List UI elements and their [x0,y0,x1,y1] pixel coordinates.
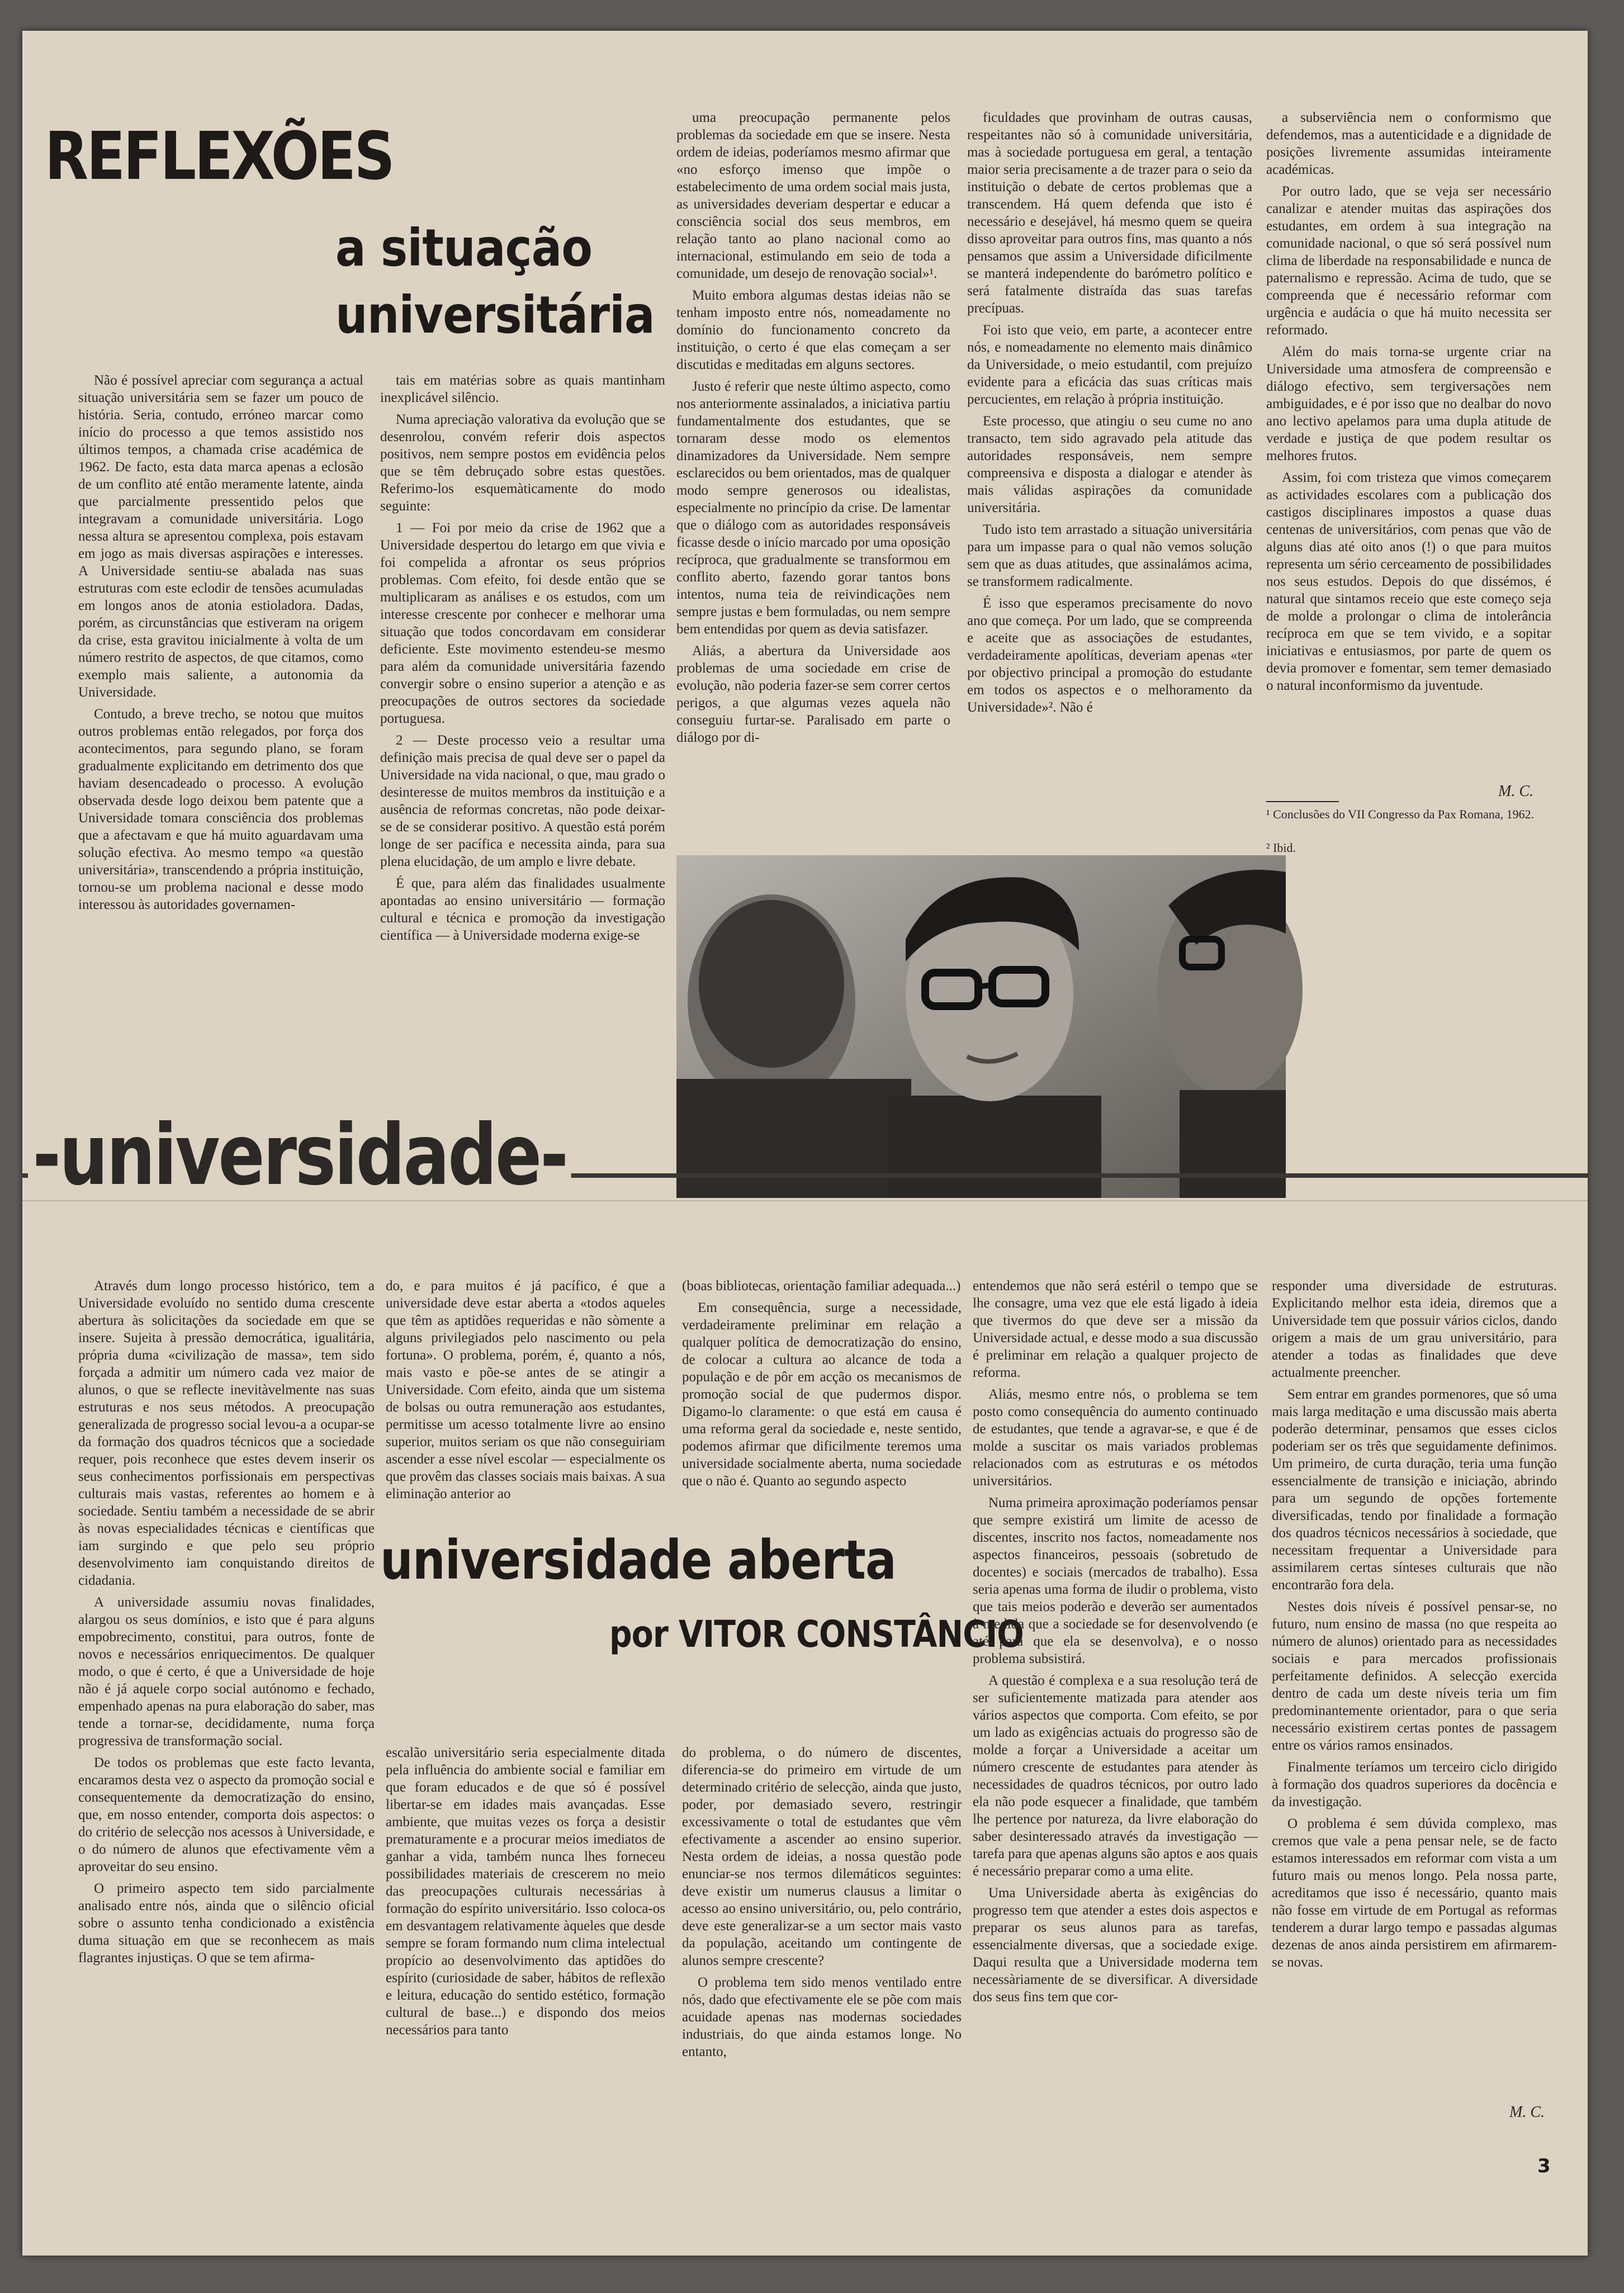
byline: por VITOR CONSTÂNCIO [609,1613,1024,1656]
paragraph: escalão universitário seria especialmente ditada pela influência do ambiente social e familiar em que foram educados e de que só é possível libertar-se em idades mais avançadas. Esse ambiente, que muitas vezes os força a desistir prematuramente e a procurar meios imediatos de ganhar a vida, também nunca lhes forneceu possibilidades materiais de crescerem no meio das preocupações culturais necessárias à formação do espírito universitário. Isso coloca-os em desvantagem relativamente àqueles que desde sempre se foram formando num clima intelectual propício ao desenvolvimento das aptidões do espírito (curiosidade de saber, hábitos de reflexão e leitura, educação do sentido estético, formação cultural de base...) e dispondo dos meios necessários para tanto [386,1745,665,2038]
paragraph: Muito embora algumas destas ideias não se tenham imposto entre nós, nomeadamente no domínio do funcionamento concreto da instituição, o certo é que elas começam a ser discutidas e meditadas em alguns sectores. [676,288,950,372]
paragraph: Sem entrar em grandes pormenores, que só uma mais larga meditação e uma discussão mais aberta poderão determinar, pensamos que esses ciclos poderiam ser os três que seguidamente definimos. Um primeiro, de curta duração, teria uma função essencialmente de transição e iniciação, abrindo para um segundo de opções fortemente diversificadas, tendo por finalidade a formação dos quadros técnicos necessários à sociedade, que necessitam frequentar a Universidade para assimilarem certas sínteses culturais que não encontrarão fora dela. [1272,1387,1557,1593]
paragraph: Em consequência, surge a necessidade, verdadeiramente preliminar em relação a qualquer política de democratização do ensino, de colocar a cultura ao alcance de toda a população e de pôr em acção os mecanismos de promoção social de que pudermos dispor. Digamo-lo claramente: o que está em causa é uma reforma geral da sociedade e, neste sentido, podemos afirmar que dificilmente teremos uma universidade socialmente aberta, numa sociedade que o não é. Quanto ao segundo aspecto [682,1300,962,1489]
top-column-2 [380,372,665,1070]
paragraph: Tudo isto tem arrastado a situação universitária para um impasse para o qual não vemos solução sem que as duas atitudes, que assinalámos acima, se transformem radicalmente. [967,522,1252,589]
top-signature: M. C. [1498,783,1533,800]
paragraph: A universidade assumiu novas finalidades, alargou os seus domínios, e isto que é para alguns empobrecimento, constitui, para outros, fonte de novos e necessários enriquecimentos. De qualquer modo, o que é certo, é que a Universidade de hoje não é já aquele corpo social autónomo e fechado, empenhado apenas na pura elaboração do saber, mas tende a tornar-se, decididamente, numa força progressiva de transformação social. [78,1595,375,1749]
newspaper-page [22,31,1588,2256]
bottom-column-5 [1272,1277,1557,2093]
article-title-line1: a situação [335,218,593,278]
kicker-title: REFLEXÕES [45,117,394,195]
top-column-1 [78,372,363,1070]
paragraph: Assim, foi com tristeza que vimos começarem as actividades escolares com a publicação dos castigos disciplinares impostos a quase duas centenas de universitários, com penas que vão de alguns dias até oito anos (!) o que para muitos representa um sério cerceamento de possibilidades nos seus estudos. Depois do que dissémos, é natural que sintamos receio que este começo seja de molde a prolongar o clima de intolerância recíproca em que se tem vivido, e a sopitar iniciativas e entusiasmos, por parte de quem os devia promover e fomentar, sem temer demasiado o natural inconformismo da juventude. [1266,470,1551,693]
paragraph: Aliás, mesmo entre nós, o problema se tem posto como consequência do aumento continuado de estudantes, que tende a agravar-se, e que é de molde a suscitar os mais variados problemas relacionados com as estruturas e os métodos universitários. [973,1387,1258,1489]
paragraph: a subserviência nem o conformismo que defendemos, mas a autenticidade e a dignidade de posições livremente assumidas inteiramente académicas. [1266,110,1551,177]
paragraph: Além do mais torna-se urgente criar na Universidade uma atmosfera de compreensão e diálogo efectivo, sem tergiversações nem ambiguidades, e é por isso que no dealbar do novo ano lectivo apelamos para uma dupla atitude de verdade e justiça de que podem resultar os melhores frutos. [1266,344,1551,463]
paragraph: Não é possível apreciar com segurança a actual situação universitária sem se fazer um pouco de história. Seria, contudo, erróneo marcar como início do processo a que temos assistido nos últimos tempos, a chamada crise académica de 1962. De facto, esta data marca apenas a eclosão de um conflito até então meramente latente, ainda que parcialmente pressentido pelos que integravam a comunidade universitária. Logo nessa altura se apresentou complexa, pois estavam em jogo as mais diversas aspirações e interesses. A Universidade sentiu-se abalada nas suas estruturas com este eclodir de tensões acumuladas em longos anos de atonia estioladora. Dadas, porém, as circunstâncias que estiveram na origem da crise, esta gravitou inicialmente à volta de um número restrito de aspectos, de que citamos, como exemplo mais saliente, a autonomia da Universidade. [78,373,363,700]
bottom-column-3b [682,1744,962,2230]
top-column-3 [676,109,950,850]
paragraph: ficuldades que provinham de outras causas, respeitantes não só à comunidade universitária, mas à sociedade portuguesa em geral, a tentação maior seria precisamente a de trazer para o seio da instituição o debate de certos problemas que a transcendem. Há quem defenda que isto é necessário e desejável, há mesmo quem se queira disso aproveitar para outros fins, mas quanto a nós pensamos que assim a Universidade dificilmente se manterá independente do barómetro político e será fatalmente distraída das suas tarefas precípuas. [967,110,1252,316]
paragraph: Finalmente teríamos um terceiro ciclo dirigido à formação dos quadros superiores da docência e da investigação. [1272,1760,1557,1809]
page-number: 3 [1537,2155,1551,2177]
section-banner: -universidade- [28,1107,571,1204]
paragraph: Numa apreciação valorativa da evolução que se desenrolou, convém referir dois aspectos positivos, nem sempre postos em evidência pelos que se têm debruçado sobre estas questões. Referimo-los esquemàticamente do modo seguinte: [380,412,665,514]
paragraph: uma preocupação permanente pelos problemas da sociedade em que se insere. Nesta ordem de ideias, poderíamos mesmo afirmar que «no esforço imenso que impõe o estabelecimento de uma ordem social mais justa, as universidades deveriam despertar e educar a consciência social dos seus membros, em relação tanto ao plano nacional como ao internacional, estimulando em seio de toda a comunidade, um desejo de renovação social»¹. [676,110,950,281]
footnote-divider [1266,801,1339,802]
footnote-1: ¹ Conclusões do VII Congresso da Pax Romana, 1962. [1266,807,1535,821]
paragraph: Justo é referir que neste último aspecto, como nos anteriormente assinalados, a iniciativa partiu fundamentalmente dos estudantes, que se tornaram desse modo os elementos dinamizadores da Universidade. Nem sempre esclarecidos ou bem orientados, mas de qualquer modo sempre generosos ou idealistas, especialmente no princípio da crise. De lamentar que o diálogo com as autoridades responsáveis ficasse desde o início marcado por uma oposição recíproca, que gradualmente se transformou em conflito aberto, fazendo gorar tantos bons intentos, numa teia de reivindicações nem sempre justas e bem formuladas, ou nem sempre bem entendidas por quem as devia satisfazer. [676,379,950,637]
paragraph: A questão é complexa e a sua resolução terá de ser suficientemente matizada para atender aos vários aspectos que comporta. Com efeito, se por um lado as exigências actuais do progresso são de molde a forçar a Universidade a aceitar um número crescente de estudantes para atender às necessidades de quadros técnicos, por outro lado ela não pode esquecer a finalidade, que também lhe pertence por natureza, da livre elaboração do saber desinteressado através da investigação — tarefa para que apenas alguns são aptos e aos quais é necessário preparar como a uma elite. [973,1673,1258,1879]
bottom-column-2b [386,1744,665,2230]
paragraph: 2 — Deste processo veio a resultar uma definição mais precisa de qual deve ser o papel da Universidade na vida nacional, o que, mau grado o desinteresse de muitos membros da instituição e a ausência de reformas concretas, não pode deixar-se de se considerar positivo. A questão está porém longe de ser pacífica e necessita ainda, para sua plena elucidação, de um amplo e livre debate. [380,733,665,869]
paragraph: É isso que esperamos precisamente do novo ano que começa. Por um lado, que se compreenda e aceite que as associações de estudantes, verdadeiramente apolíticas, deveriam apenas «ter por objectivo principal a promoção do estudante em todos os aspectos e o melhoramento da Universidade»². Não é [967,596,1252,715]
bottom-column-1 [78,1277,375,2228]
paragraph: De todos os problemas que este facto levanta, encaramos desta vez o aspecto da promoção social e consequentemente da democratização do ensino, que, em nosso entender, comporta dois aspectos: o do critério de selecção nos acessos à Universidade, e o do número de alunos que efectivamente vêm a aproveitar do seu ensino. [78,1755,375,1874]
bottom-column-2a [386,1277,665,1501]
paragraph: Numa primeira aproximação poderíamos pensar que sempre existirá um limite de acesso de discentes, inscrito nos factos, nomeadamente nos aspectos financeiros, pessoais (sobretudo de docentes) e sociais (mercados de trabalho). Essa seria apenas uma forma de iludir o problema, visto que tais meios poderão e deverão ser aumentados à medida que a sociedade se for desenvolvendo (e até para que ela se desenvolva), e o nosso problema subsistirá. [973,1495,1258,1666]
paragraph: É que, para além das finalidades usualmente apontadas ao ensino universitário — formação cultural e técnica e promoção da investigação científica — à Universidade moderna exige-se [380,876,665,943]
students-photograph [676,855,1286,1198]
paragraph: O problema é sem dúvida complexo, mas cremos que vale a pena pensar nele, se de facto estamos interessados em reformar com vista a um futuro mais ou menos longo. Pela nossa parte, acreditamos que isso é necessário, quanto mais não fosse em virtude de em Portugal as reformas tenderem a durar largo tempo e passadas algumas dezenas de anos ainda persistirem em afirmarem-se novas. [1272,1816,1557,1970]
paragraph: Aliás, a abertura da Universidade aos problemas de uma sociedade em crise de evolução, não poderia fazer-se sem correr certos perigos, a que algumas vezes aquela não conseguiu furtar-se. Paralisado em parte o diálogo por di- [676,643,950,745]
paragraph: Nestes dois níveis é possível pensar-se, no futuro, num ensino de massa (no que respeita ao número de alunos) orientado para as necessidades sociais e para mercados profissionais perfeitamente definidos. A selecção exercida dentro de cada um deste níveis teria um fim predominantemente orientador, para o que seria necessário existirem certas pontes de passagem entre os vários ramos ensinados. [1272,1599,1557,1753]
subhead-title: universidade aberta [380,1529,896,1591]
top-column-5 [1266,109,1551,780]
paragraph: Através dum longo processo histórico, tem a Universidade evoluído no sentido duma crescente abertura às solicitações da sociedade em que se insere. Sujeita à pressão democrática, igualitária, própria duma «civilização de massa», tem sido forçada a admitir um número cada vez maior de alunos, o que se reflecte inevitàvelmente nas suas estruturas e nos seus métodos. A preocupação generalizada de progresso social levou-a a ocupar-se da formação dos quadros técnicos que a sociedade requer, pois reconhece que estes devem inserir os seus conhecimentos porfissionais em perspectivas culturais mais vastas, referentes ao homem e à sociedade. Sentiu também a necessidade de se abrir às novas especialidades técnicas e científicas que iam surgindo e que pelo seu próprio desenvolvimento iam conquistando direitos de cidadania. [78,1278,375,1588]
footnote-2: ² Ibid. [1266,841,1296,855]
paragraph: Contudo, a breve trecho, se notou que muitos outros problemas então relegados, por força dos acontecimentos, para segundo plano, se foram gradualmente explicitando em detrimento dos que haviam desencadeado o processo. A evolução observada desde logo deixou bem patente que a Universidade tomara consciência dos problemas que a afectavam e que há muito aguardavam uma solução efectiva. Ao mesmo tempo «a questão universitária», transcendendo a própria instituição, tornou-se um problema nacional e desse modo interessou às autoridades governamen- [78,707,363,912]
paragraph: Uma Universidade aberta às exigências do progresso tem que atender a estes dois aspectos e preparar os seus alunos para as tarefas, essencialmente diversas, que a sociedade exige. Daqui resulta que a Universidade moderna tem necessàriamente de se diversificar. A diversidade dos seus fins tem que cor- [973,1885,1258,2005]
paragraph: do problema, o do número de discentes, diferencia-se do primeiro em virtude de um determinado critério de selecção, ainda que justo, poder, por demasiado severo, restringir excessivamente o total de estudantes que vêm efectivamente a ascender ao ensino superior. Nesta ordem de ideias, a nossa questão pode enunciar-se nos termos dilemáticos seguintes: deve existir um numerus clausus a limitar o acesso ao ensino universitário, ou, pelo contrário, deve este generalizar-se a um sector mais vasto da população, aceitando um contingente de alunos sempre crescente? [682,1745,962,1968]
paragraph: do, e para muitos é já pacífico, é que a universidade deve estar aberta a «todos aqueles que têm as aptidões requeridas e não sòmente a alguns privilegiados pelo nascimento ou pela fortuna». O problema, porém, é, quanto a nós, mais vasto e põe-se antes de se atingir a Universidade. Com efeito, ainda que um sistema de bolsas ou outra remuneração aos estudantes, permitisse um acesso totalmente livre ao ensino superior, muitos seriam os que não conseguiriam ascender a esse nível escolar — especialmente os que provêm das classes sociais mais baixas. A sua eliminação anterior ao [386,1278,665,1501]
paragraph: Foi isto que veio, em parte, a acontecer entre nós, e nomeadamente no elemento mais dinâmico da Universidade, o meio estudantil, com prejuízo evidente para a eficácia das suas críticas mais percucientes, em relação à própria instituição. [967,323,1252,407]
bottom-signature: M. C. [1509,2104,1545,2121]
paragraph: O primeiro aspecto tem sido parcialmente analisado entre nós, ainda que o silêncio oficial sobre o assunto tenha condicionado a existência duma situação em que se reconhecem as mais flagrantes injustiças. O que se tem afirma- [78,1881,375,1965]
top-column-4 [967,109,1252,850]
paragraph: Por outro lado, que se veja ser necessário canalizar e atender muitas das aspirações dos estudantes, em ordem à sua integração na comunidade nacional, o que só será possível num clima de liberdade na responsabilidade e nunca de paternalismo e repressão. Acima de tudo, que se compreenda que é necessário reformar com urgência e audácia o que há muito necessita ser reformado. [1266,184,1551,338]
paragraph: 1 — Foi por meio da crise de 1962 que a Universidade despertou do letargo em que vivia e foi compelida a afrontar os seus próprios problemas. Com efeito, foi desde então que se multiplicaram as análises e os estudos, com um interesse crescente por conhecer e melhorar uma situação que todos concordavam em considerar deficiente. Este movimento estendeu-se mesmo para além da comunidade universitária fazendo convergir sobre o ensino superior a atenção e as preocupações de outros sectores da sociedade portuguesa. [380,520,665,726]
bottom-column-4 [973,1277,1258,2228]
page-fold [22,1200,1588,1201]
paragraph: responder uma diversidade de estruturas. Explicitando melhor esta ideia, diremos que a Universidade tem que possuir vários ciclos, dando origem a mais de um grau universitário, para atender a todas as finalidades que deve actualmente preencher. [1272,1278,1557,1380]
paragraph: entendemos que não será estéril o tempo que se lhe consagre, uma vez que ele está ligado à ideia que tivermos do que deve ser a missão da Universidade actual, e desse modo a sua discussão é preliminar em relação a qualquer projecto de reforma. [973,1278,1258,1380]
paragraph: tais em matérias sobre as quais mantinham inexplicável silêncio. [380,373,665,405]
paragraph: Este processo, que atingiu o seu cume no ano transacto, tem sido agravado pela atitude das autoridades responsáveis, nem sempre compreensiva e disposta a dialogar e atender às mais válidas aspirações da comunidade universitária. [967,414,1252,515]
bottom-column-3a [682,1277,962,1489]
paragraph: O problema tem sido menos ventilado entre nós, dado que efectivamente ele se põe com mais acuidade apenas nas modernas sociedades industriais, do que ainda estamos longe. No entanto, [682,1975,962,2059]
article-title-line2: universitária [335,285,655,345]
paragraph: (boas bibliotecas, orientação familiar adequada...) [682,1278,961,1294]
